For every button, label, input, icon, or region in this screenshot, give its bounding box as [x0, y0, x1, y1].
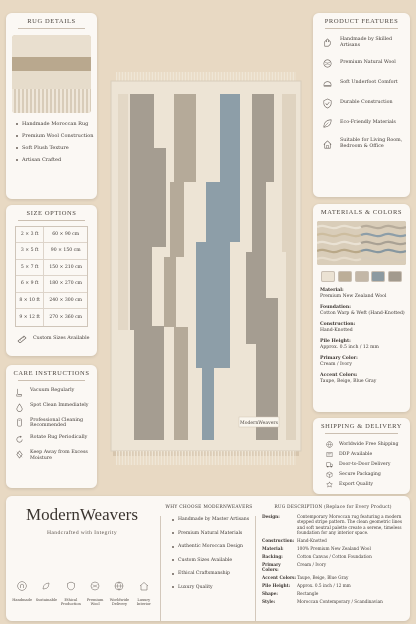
size-row[interactable]: 8 × 10 ft 240 × 300 cm	[16, 293, 87, 310]
detail-item: Artisan Crafted	[16, 157, 97, 163]
why-item: Luxury Quality	[172, 585, 254, 590]
why-choose-section	[164, 496, 254, 621]
care-item: Vacuum Regularly	[15, 388, 97, 397]
description-table	[262, 514, 404, 604]
custom-sizes-note: Custom Sizes Available	[17, 335, 97, 343]
export-icon	[326, 481, 333, 488]
wool-icon	[322, 58, 333, 69]
swatch-cream[interactable]	[321, 271, 335, 282]
size-row[interactable]: 5 × 7 ft 150 × 210 cm	[16, 260, 87, 277]
rug-details-card	[6, 13, 97, 199]
swatch-beige[interactable]	[338, 271, 352, 282]
description-row: Construction: Hand-Knotted	[262, 538, 327, 544]
divider	[325, 28, 398, 29]
features-title: PRODUCT FEATURES	[324, 18, 399, 25]
home-icon	[322, 139, 333, 150]
description-row: Material: 100% Premium New Zealand Wool	[262, 546, 371, 552]
care-instructions-card	[6, 365, 97, 488]
swatch-blue-gray[interactable]	[371, 271, 385, 282]
badge-worldwide-delivery: Worldwide Delivery	[107, 576, 131, 607]
care-item: Professional Cleaning Recommended	[15, 418, 97, 430]
globe-icon	[326, 441, 333, 448]
divider	[325, 433, 398, 434]
shipping-delivery-card	[313, 418, 410, 494]
luxury-interior-icon	[139, 581, 149, 591]
leaf-icon	[322, 118, 333, 129]
brand-panel	[6, 496, 410, 621]
size-options-title: SIZE OPTIONS	[26, 210, 77, 217]
badge-premium-wool: Premium Wool	[83, 576, 107, 607]
ethical-production-icon	[66, 581, 76, 591]
size-row[interactable]: 2 × 3 ft 60 × 90 cm	[16, 227, 87, 244]
brand-badges	[10, 576, 156, 607]
material-specs: Material: Premium New Zealand Wool Foundation: Cotton Warp & Weft (Hand-Knotted) Construction: Hand-Knotted Pile Height: Approx. 0.5 inch / 12 mm Primary Color: Cream / Ivory Accent Colors: Taupe, Beige, Blue Gray	[320, 288, 405, 384]
swatch-light-taupe[interactable]	[355, 271, 369, 282]
why-title: WHY CHOOSE MODERNWEAVERS	[165, 505, 253, 510]
feature-item: Premium Natural Wool	[322, 58, 410, 69]
feature-item: Suitable for Living Room, Bedroom & Office	[322, 138, 410, 150]
size-row[interactable]: 9 × 12 ft 270 × 360 cm	[16, 309, 87, 326]
divider	[160, 516, 161, 621]
care-item: Keep Away from Excess Moisture	[15, 450, 97, 462]
shipping-item: DDP Available	[326, 451, 410, 458]
why-item: Ethical Craftsmanship	[172, 571, 254, 576]
badge-ethical: Ethical Production	[59, 576, 83, 607]
badge-luxury-interior: Luxury Interior	[132, 576, 156, 607]
hand-icon	[322, 37, 333, 48]
description-title: RUG DESCRIPTION (Replace for Every Product)	[274, 505, 392, 510]
materials-colors-card	[313, 204, 410, 412]
description-row: Backing: Cotton Canvas / Cotton Foundation	[262, 553, 372, 559]
rug-label: ModernWeavers	[240, 421, 278, 426]
divider	[18, 220, 85, 221]
shipping-item: Secure Packaging	[326, 471, 410, 478]
rotate-icon	[15, 435, 24, 444]
rug-product-image	[106, 72, 306, 492]
care-item: Rotate Rug Periodically	[15, 435, 97, 444]
size-table	[15, 226, 88, 327]
yarn-swatch-photo	[317, 221, 406, 265]
package-icon	[326, 471, 333, 478]
detail-item: Soft Plush Texture	[16, 145, 97, 151]
product-features-card	[313, 13, 410, 197]
color-swatches	[321, 271, 402, 282]
shield-icon	[322, 98, 333, 109]
rug-description-section	[256, 496, 410, 621]
description-row: Design: Contemporary Moroccan rug featuring a modern stepped stripe pattern. The clean geometric lines and soft neutral palette create a serene, timeless foundation for any interior space.	[262, 514, 403, 536]
rug-details-title: RUG DETAILS	[27, 18, 76, 25]
ddp-icon	[326, 451, 333, 458]
size-options-card	[6, 205, 97, 356]
detail-item: Premium Wool Construction	[16, 133, 97, 139]
feature-item: Soft Underfoot Comfort	[322, 78, 410, 89]
badge-handmade: Handmade	[10, 576, 34, 607]
divider	[18, 28, 85, 29]
feature-item: Eco-Friendly Materials	[322, 118, 410, 129]
worldwide-delivery-icon	[114, 581, 124, 591]
premium-wool-icon	[90, 581, 100, 591]
shipping-item: Door-to-Door Delivery	[326, 461, 410, 468]
care-item: Spot Clean Immediately	[15, 403, 97, 412]
feature-item: Handmade by Skilled Artisans	[322, 37, 410, 49]
shipping-title: SHIPPING & DELIVERY	[320, 423, 403, 430]
size-row[interactable]: 6 × 9 ft 180 × 270 cm	[16, 276, 87, 293]
description-row: Accent Colors: Taupe, Beige, Blue Gray	[262, 575, 349, 581]
description-row: Shape: Rectangle	[262, 590, 319, 596]
ruler-icon	[17, 335, 27, 343]
spot-clean-icon	[15, 403, 24, 412]
materials-title: MATERIALS & COLORS	[320, 209, 403, 216]
why-item: Handmade by Master Artisans	[172, 517, 254, 522]
badge-sustainable: Sustainable	[34, 576, 58, 607]
shipping-item: Worldwide Free Shipping	[326, 441, 410, 448]
shipping-item: Export Quality	[326, 481, 410, 488]
description-row: Pile Height: Approx. 0.5 inch / 12 mm	[262, 582, 351, 588]
detail-item: Handmade Moroccan Rug	[16, 121, 97, 127]
truck-icon	[326, 461, 333, 468]
professional-cleaning-icon	[15, 418, 24, 427]
swatch-taupe[interactable]	[388, 271, 402, 282]
description-row: Primary Colors: Cream / Ivory	[262, 561, 327, 573]
size-row[interactable]: 3 × 5 ft 90 × 150 cm	[16, 243, 87, 260]
divider	[18, 380, 85, 381]
brand-logo-text: ModernWeavers	[26, 505, 138, 524]
feature-item: Durable Construction	[322, 98, 410, 109]
rug-closeup-photo	[12, 35, 91, 113]
care-title: CARE INSTRUCTIONS	[13, 370, 90, 377]
handmade-icon	[17, 581, 27, 591]
comfort-icon	[322, 78, 333, 89]
sustainable-icon	[41, 581, 51, 591]
why-item: Premium Natural Materials	[172, 531, 254, 536]
description-row: Style: Moroccan Contemporary / Scandinavian	[262, 598, 383, 604]
moisture-icon	[15, 450, 24, 459]
vacuum-icon	[15, 388, 24, 397]
brand-area	[6, 496, 158, 621]
why-item: Custom Sizes Available	[172, 558, 254, 563]
brand-tagline: Handcrafted with Integrity	[46, 530, 118, 536]
why-item: Authentic Moroccan Design	[172, 544, 254, 549]
